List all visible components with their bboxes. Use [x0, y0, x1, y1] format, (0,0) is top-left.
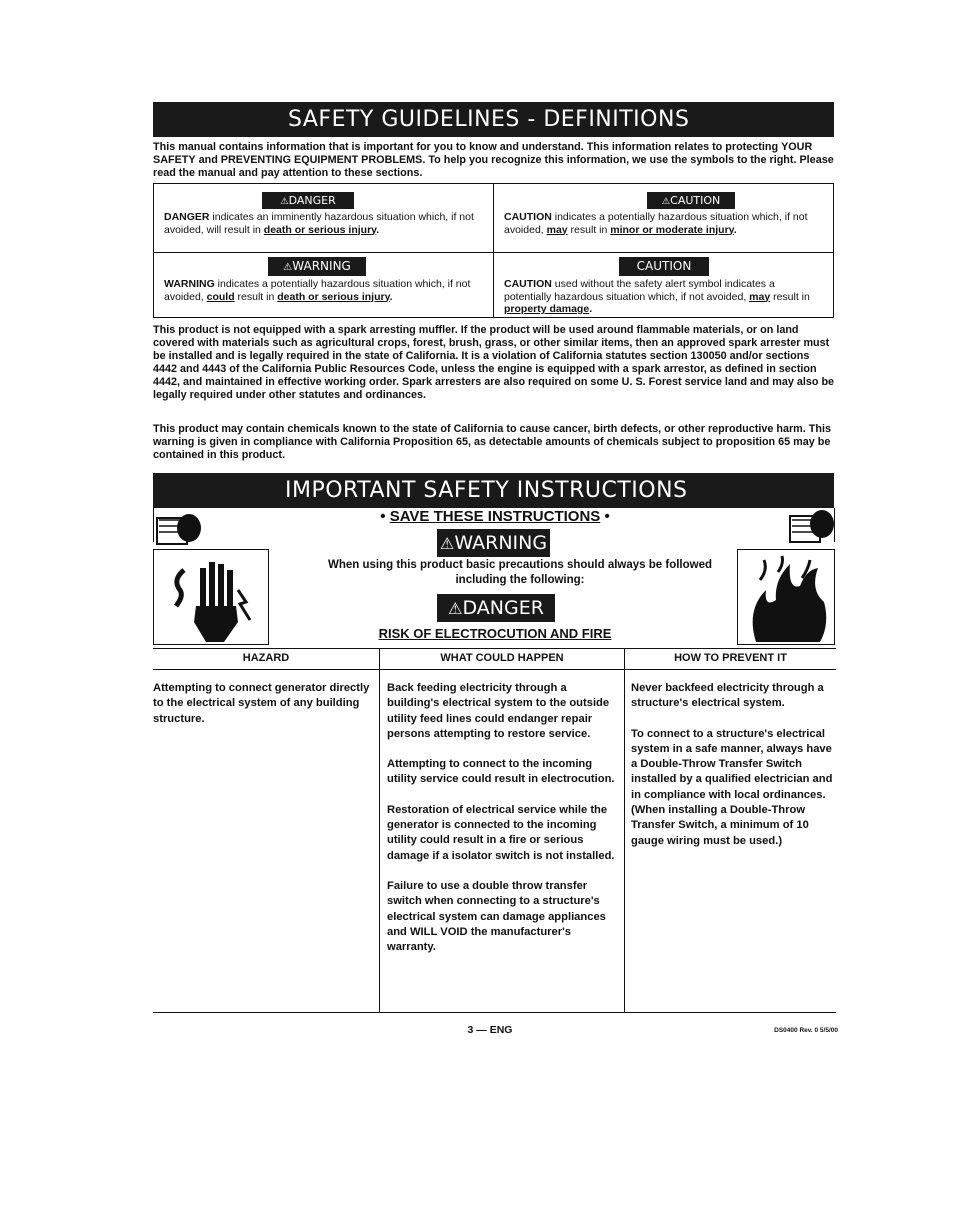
warning-signal-label: ⚠WARNING [268, 257, 366, 276]
caution-plain-signal-label: CAUTION [619, 257, 709, 276]
electrocution-icon-box [153, 549, 269, 645]
how-to-prevent-cell [631, 681, 837, 864]
safety-book-icon [155, 510, 203, 550]
prevent-item: To connect to a structure's electrical system in a safe manner, always have a Double-Throw Transfer Switch installed by a qualified electrician and in compliance with local ordinances. (When installing a Double-Throw Transfer Switch, a minimum of 10 gauge wiring must be used.) [631, 727, 833, 847]
danger-definition: DANGER indicates an imminently hazardous situation which, if not avoided, will result in death or serious injury. [164, 211, 474, 236]
important-safety-banner: IMPORTANT SAFETY INSTRUCTIONS [153, 473, 834, 508]
document-code: DS0400 Rev. 0 5/5/00 [774, 1027, 838, 1034]
prevent-item: Never backfeed electricity through a structure's electrical system. [631, 682, 824, 710]
prop65-paragraph: This product may contain chemicals known to the state of California to cause cancer, birth defects, or other reproductive harm. This warning is given in compliance with California Proposition 65, as detectable amounts of chemicals subject to proposition 65 may be contained in this product. [153, 423, 831, 461]
warning-definition: WARNING indicates a potentially hazardous situation which, if not avoided, could result in death or serious injury. [164, 278, 471, 303]
danger-signal-label: ⚠DANGER [262, 192, 354, 209]
caution-plain-definition: CAUTION used without the safety alert symbol indicates a potentially hazardous situation which, if not avoided, may result in property damage. [504, 278, 810, 315]
risk-heading: RISK OF ELECTROCUTION AND FIRE [378, 626, 612, 641]
fire-icon-box [737, 549, 835, 645]
happen-item: Attempting to connect to the incoming utility service could result in electrocution. [387, 758, 615, 786]
happen-item: Back feeding electricity through a building's electrical system to the outside utility feed lines could endanger repair persons attempting to restore service. [387, 682, 610, 740]
page-number: 3 — ENG [467, 1024, 513, 1036]
alert-triangle-icon: ⚠ [283, 262, 293, 273]
how-to-prevent-column-header: HOW TO PREVENT IT [674, 652, 787, 664]
happen-item: Restoration of electrical service while the generator is connected to the incoming utility could result in a fire or serious damage if a isolator switch is not installed. [387, 803, 615, 862]
hazard-column-header: HAZARD [242, 652, 290, 664]
alert-triangle-icon: ⚠ [661, 196, 671, 207]
safety-guidelines-banner: SAFETY GUIDELINES - DEFINITIONS [153, 102, 834, 137]
caution-alert-signal-label: ⚠CAUTION [647, 192, 735, 209]
danger-signal-large: ⚠DANGER [437, 594, 555, 622]
hazard-cell: Attempting to connect generator directly to the electrical system of any building structure. [153, 682, 370, 725]
alert-triangle-icon: ⚠ [439, 534, 455, 553]
what-could-happen-column-header: WHAT COULD HAPPEN [440, 652, 564, 664]
signal-definitions-grid [153, 183, 834, 318]
save-instructions-heading: • SAVE THESE INSTRUCTIONS • [380, 508, 610, 525]
happen-item: Failure to use a double throw transfer switch when connecting to a structure's electrical system can damage appliances and WILL VOID the manufacturer's warranty. [387, 879, 606, 954]
intro-paragraph: This manual contains information that is important for you to know and understand. This information relates to protecting YOUR SAFETY and PREVENTING EQUIPMENT PROBLEMS. To help you recognize this information, we use the symbols to the right. Please read the manual and pay attention to these sections. [153, 141, 834, 179]
warning-signal-large: ⚠WARNING [437, 529, 550, 557]
alert-triangle-icon: ⚠ [280, 196, 289, 207]
electrocution-hand-icon [154, 550, 267, 643]
caution-alert-definition: CAUTION indicates a potentially hazardous situation which, if not avoided, may result in minor or moderate injury. [504, 211, 808, 236]
fire-icon [738, 550, 833, 643]
safety-book-icon [788, 506, 836, 546]
alert-triangle-icon: ⚠ [448, 599, 463, 618]
spark-arrester-paragraph: This product is not equipped with a spark arresting muffler. If the product will be used around flammable materials, or on land covered with materials such as agricultural crops, forest, brush, grass, or other similar items, then an approved spark arrester must be installed and is legally required in the state of California. It is a violation of California statutes section 130050 and/or sections 4442 and 4443 of the California Public Resources Code, unless the engine is equipped with a spark arrestor, as defined in section 4442, and maintained in effective working order. Spark arresters are also required on some U. S. Forest service land and may also be legally required under other statutes and ordinances. [153, 324, 835, 401]
what-could-happen-cell [387, 681, 617, 970]
precautions-text: When using this product basic precautions should always be followed including the following: [327, 559, 713, 586]
